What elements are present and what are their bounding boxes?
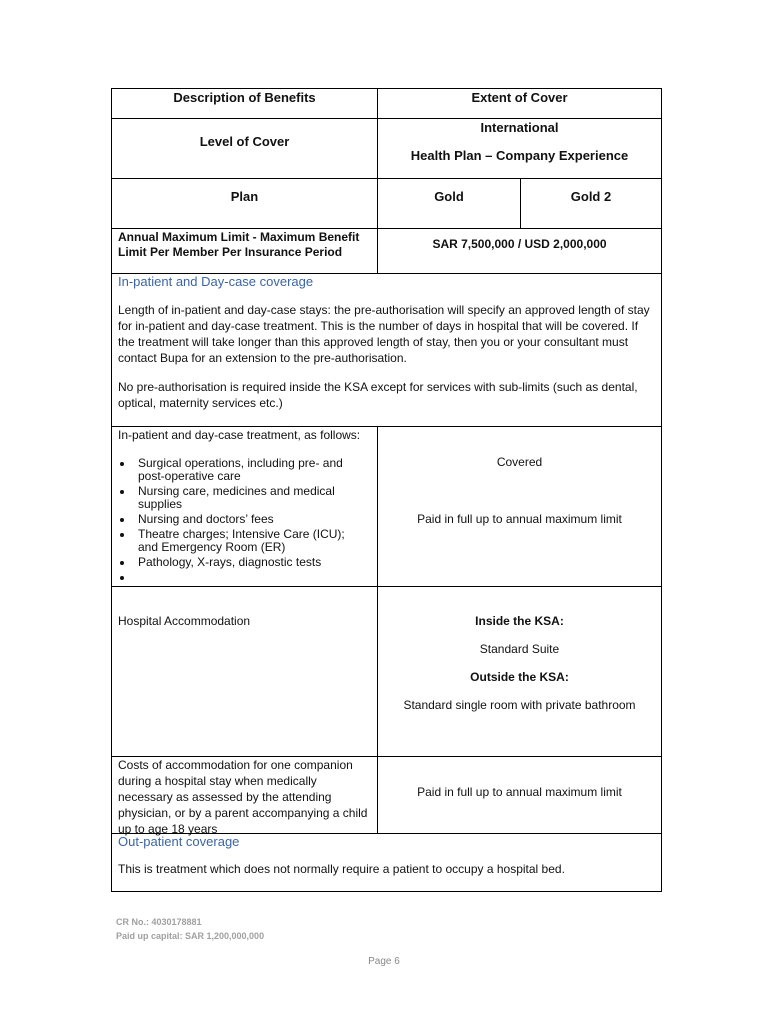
footer-cr-no: CR No.: 4030178881 bbox=[116, 917, 202, 927]
treatment-item: • Nursing and doctors’ fees bbox=[134, 513, 366, 526]
treatment-item bbox=[134, 571, 366, 584]
companion-value-cell bbox=[377, 756, 662, 834]
description-header-cell bbox=[111, 88, 378, 119]
accommodation-label-cell bbox=[111, 586, 378, 757]
plan-gold2-cell bbox=[520, 178, 662, 229]
accommodation-value-cell bbox=[377, 586, 662, 757]
outpatient-section-cell bbox=[111, 833, 662, 892]
description-header: Description of Benefits bbox=[173, 90, 316, 105]
inpatient-para1: Length of in-patient and day-case stays: the pre-authorisation will specify an approved length of stay for in-patient and day-case treatment. This is the number of days in hospital that will be covered. If the treatment will take longer than this approved length of stay, then you or your consultant must contact Bupa for an extension to the pre-authorisation. bbox=[118, 303, 650, 365]
treatment-item: • Theatre charges; Intensive Care (ICU); and Emergency Room (ER) bbox=[134, 528, 366, 554]
treatment-paid: Paid in full up to annual maximum limit bbox=[417, 512, 622, 526]
plan-label: Plan bbox=[230, 189, 259, 204]
annual-limit-value: SAR 7,500,000 / USD 2,000,000 bbox=[432, 237, 607, 251]
treatment-item: • Surgical operations, including pre- and post-operative care bbox=[134, 457, 366, 483]
inside-ksa-value: Standard Suite bbox=[479, 642, 560, 656]
plan-gold: Gold bbox=[434, 189, 464, 204]
plan-label-cell bbox=[111, 178, 378, 229]
treatment-covered: Covered bbox=[496, 455, 543, 469]
level-of-cover-label: Level of Cover bbox=[199, 134, 290, 149]
level-of-cover-line1: International bbox=[480, 120, 559, 135]
treatment-item: • Nursing care, medicines and medical supplies bbox=[134, 485, 366, 511]
treatment-list-cell bbox=[111, 426, 378, 587]
annual-limit-label-cell bbox=[111, 228, 378, 274]
inpatient-section-cell bbox=[111, 273, 662, 427]
annual-limit-value-cell bbox=[377, 228, 662, 274]
inside-ksa-label: Inside the KSA: bbox=[475, 614, 564, 628]
level-of-cover-line2: Health Plan – Company Experience bbox=[410, 148, 629, 163]
page-number: Page 6 bbox=[368, 956, 400, 967]
extent-header-cell bbox=[377, 88, 662, 119]
footer-capital: Paid up capital: SAR 1,200,000,000 bbox=[116, 931, 265, 941]
companion-label: Costs of accommodation for one companion during a hospital stay when medically necessary as assessed by the attending physician, or by a parent accompanying a child up to age 18 years bbox=[118, 758, 368, 836]
companion-label-cell bbox=[111, 756, 378, 834]
level-of-cover-label-cell bbox=[111, 118, 378, 179]
outside-ksa-value: Standard single room with private bathroom bbox=[403, 698, 636, 712]
level-of-cover-value-cell bbox=[377, 118, 662, 179]
outpatient-section-title: Out-patient coverage bbox=[118, 834, 240, 849]
plan-gold2: Gold 2 bbox=[570, 189, 612, 204]
treatment-item: • Pathology, X-rays, diagnostic tests bbox=[134, 556, 366, 569]
annual-limit-label: Annual Maximum Limit - Maximum Benefit Limit Per Member Per Insurance Period bbox=[118, 230, 360, 259]
treatment-intro: In-patient and day-case treatment, as follows: bbox=[118, 428, 361, 442]
treatment-value-cell bbox=[377, 426, 662, 587]
outpatient-text: This is treatment which does not normally require a patient to occupy a hospital bed. bbox=[118, 862, 565, 876]
inpatient-para2: No pre-authorisation is required inside the KSA except for services with sub-limits (such as dental, optical, maternity services etc.) bbox=[118, 380, 638, 410]
outside-ksa-label: Outside the KSA: bbox=[470, 670, 569, 684]
inpatient-section-title: In-patient and Day-case coverage bbox=[118, 274, 314, 289]
extent-header: Extent of Cover bbox=[471, 90, 568, 105]
plan-gold-cell bbox=[377, 178, 521, 229]
companion-value: Paid in full up to annual maximum limit bbox=[417, 785, 622, 799]
accommodation-label: Hospital Accommodation bbox=[118, 614, 251, 628]
treatment-list bbox=[112, 457, 366, 584]
